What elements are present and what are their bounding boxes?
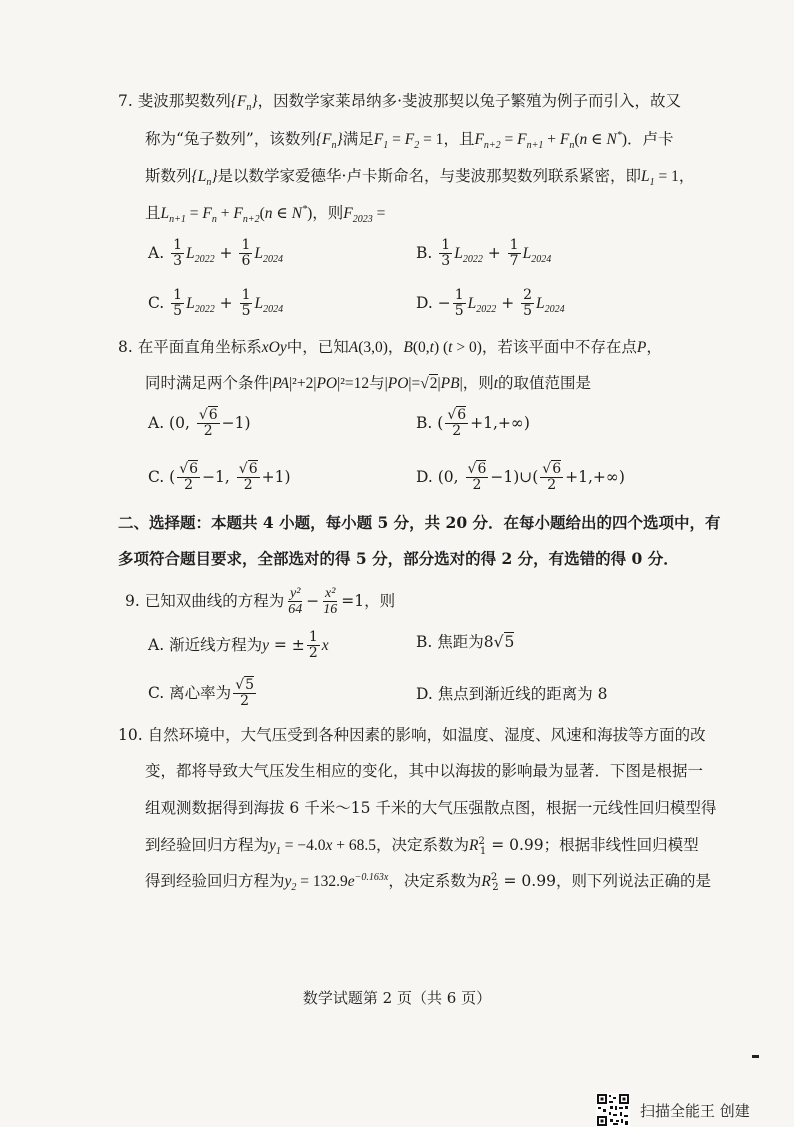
q7-line1 [118,92,681,112]
q8-text: ，若该平面中不存在点 [481,338,637,356]
scanner-brand: 扫描全能王 创建 [640,1102,750,1120]
q8-line1: 8. 在平面直角坐标系xOy中，已知A(3,0)，B(0,t) (t > 0)，若该平面中不存在点P， [118,338,662,356]
q7-option-c: C. $\frac{1}{5}$ $L_{2022}$ + $\frac{1}{5}$ $L_{2024}$ [148,287,284,320]
math-f1f2: $F_1 = F_2 = 1$ [373,131,444,152]
q8-option-b: B. ( $\frac{√6}{2}$ +1,+∞) [416,407,530,440]
page-footer: 数学试题第 2 页（共 6 页） [302,989,492,1007]
math-recurrence: $F_{n+2} = F_{n+1} + F_n(n$ ∈ N*) [474,129,628,152]
q8-text: 中，已知 [286,338,349,356]
q7-line2 [145,130,674,150]
option-label: C. [148,293,165,312]
q7-text: ．卢卡 [627,130,674,148]
q10-line2: 变，都将导致大气压发生相应的变化，其中以海拔的影响最为显著．下图是根据一 [145,762,704,780]
math-fn: $\{F_n\}$ [230,93,258,114]
q10-line5: 得到经验回归方程为$y_2 = 132.9e^{-0.163x}$，决定系数为$R^2_2 = 0.99$，则下列说法正确的是 [145,871,711,894]
scan-mark [752,1055,759,1058]
q8-text: 的取值范围是 [498,374,592,392]
q10-text: ，则下列说法正确的是 [555,872,711,890]
option-text: 离心率为 [169,683,232,702]
q10-text: 到经验回归方程为 [145,836,270,854]
q7-option-d: D. − $\frac{1}{5}$ $L_{2022}$ + $\frac{2}{5}$ $L_{2024}$ [416,287,565,320]
q9-stem: 9. 已知双曲线的方程为 $\frac{\text{y²}}{64}$ − $\frac{\text{x²}}{16}$ =1，则 [125,586,396,618]
q10-line4: 到经验回归方程为$y_1 = -4.0x + 68.5$，决定系数为$R^2_1 = 0.99$；根据非线性回归模型 [145,835,699,858]
q10-line1 [118,726,706,745]
q9-number: 9. [125,591,140,610]
q7-option-a: A. $\frac{1}{3}$ $L_{2022}$ + $\frac{1}{6}$ $L_{2024}$ [148,237,283,270]
q9-text: 已知双曲线的方程为 [144,591,285,610]
q7-text: ，且 [443,130,475,148]
option-label: A. [148,243,165,262]
q10-text: ，决定系数为 [376,836,470,854]
option-label: D. [416,685,433,703]
q7-option-b: B. $\frac{1}{3}$ $L_{2022}$ + $\frac{1}{7}$ $L_{2024}$ [416,237,552,270]
q7-text: 且 [145,204,161,222]
math-fn: $\{F_n\}$ [315,131,343,152]
q9-option-a: A. 渐近线方程为y = ± $\frac{1}{2}$ x [148,629,329,662]
q10-text: 得到经验回归方程为 [145,872,285,890]
q10-line3: 组观测数据得到海拔 6 千米～15 千米的大气压强散点图，根据一元线性回归模型得 [145,799,717,817]
option-label: D. [416,467,433,486]
option-label: A. [148,413,165,432]
q7-text: ，则 [312,204,344,222]
qr-code-icon [596,1093,630,1127]
option-label: C. [148,683,165,702]
q7-text: 斯数列 [145,167,192,185]
q10-text: 自然环境中，大气压受到各种因素的影响，如温度、湿度、风速和海拔等方面的改 [147,726,706,744]
math-lucas-rec: $L_{n+1} = F_n + F_{n+2}(n$ ∈ N*) [160,203,313,226]
q9-text: ，则 [364,591,396,610]
q8-option-d: D. (0, $\frac{√6}{2}$ −1)∪( $\frac{√6}{2}$ +1,+∞) [416,461,625,494]
q10-text: ，决定系数为 [388,872,482,890]
option-label: C. [148,467,165,486]
q7-text: 斐波那契数列 [137,92,231,110]
option-text: 焦点到渐近线的距离为 8 [437,685,608,703]
q8-number: 8. [118,338,133,356]
q8-option-a: A. (0, $\frac{√6}{2}$ −1) [148,407,251,440]
q7-text: 是以数学家爱德华·卢卡斯命名，与斐波那契数列联系紧密，即 [217,167,641,185]
math-l1: $L_1 = 1$ [640,168,679,189]
q9-option-c: C. 离心率为 $\frac{√5}{2}$ [148,677,255,710]
math-ln: $\{L_n\}$ [191,168,218,189]
q7-text: ，因数学家莱昂纳多·斐波那契以兔子繁殖为例子而引入，故又 [257,92,682,110]
option-label: B. [416,633,433,651]
q7-text: 称为“兔子数列”，该数列 [145,130,316,148]
q8-text: ，则 [462,374,494,392]
q7-line3: 斯数列$\{L_n\}$是以数学家爱德华·卢卡斯命名，与斐波那契数列联系紧密，即$L_1 = 1$， [145,167,695,189]
section2-line1: 二、选择题：本题共 4 小题，每小题 5 分，共 20 分．在每小题给出的四个选项中，有 [118,513,721,532]
math-f2023: $F_{2023}$ = [343,205,386,226]
q7-text: 满足 [342,130,374,148]
option-label: A. [148,635,165,654]
option-label: B. [416,243,433,262]
option-text: 渐近线方程为 [169,635,263,654]
q8-line2: 同时满足两个条件|PA|²+2|PO|²=12与|PO|=√2|PB|，则t的取值范围是 [145,374,592,392]
q7-line4 [145,204,385,224]
q10-text: ；根据非线性回归模型 [543,836,699,854]
q9-option-b: B. 焦距为8√5 [416,633,515,651]
option-label: D. [416,293,433,312]
q8-text: 在平面直角坐标系 [137,338,262,356]
q8-text: 与 [369,374,385,392]
q10-number: 10. [118,726,143,744]
option-label: B. [416,413,433,432]
section2-line2: 多项符合题目要求，全部选对的得 5 分，部分选对的得 2 分，有选错的得 0 分． [118,549,679,568]
q7-number: 7. [118,92,133,110]
option-text: 焦距为 [437,633,484,651]
q8-option-c: C. ( $\frac{√6}{2}$ −1, $\frac{√6}{2}$ +1) [148,461,291,494]
q9-option-d [416,682,608,704]
q8-text: 同时满足两个条件 [145,374,270,392]
